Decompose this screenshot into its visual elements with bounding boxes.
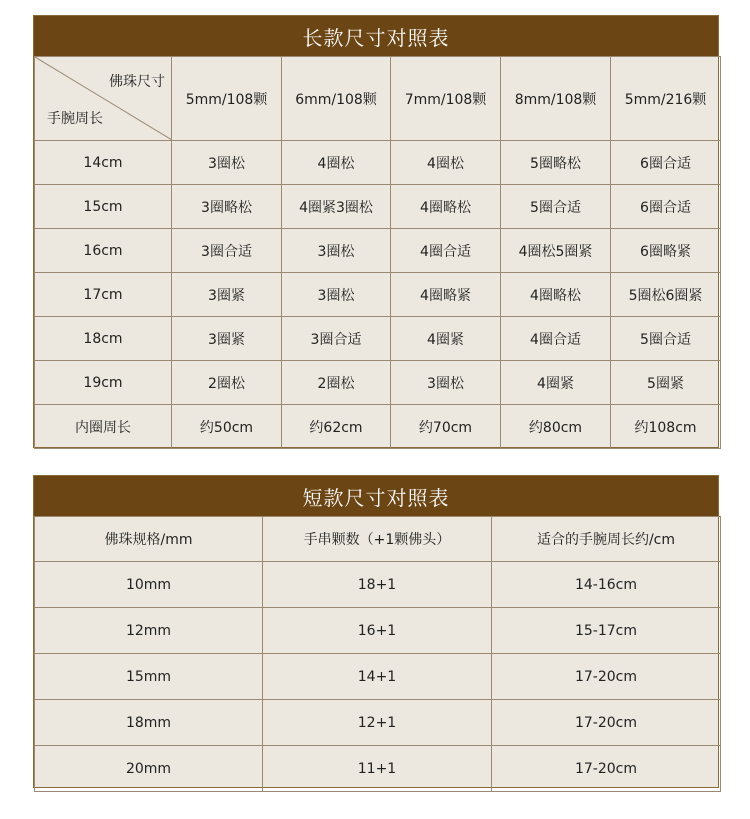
- table-cell: 5圈松6圈紧: [611, 273, 721, 317]
- table-cell: 3圈松: [172, 141, 282, 185]
- row-label: 18cm: [35, 317, 172, 361]
- table-cell: 11+1: [263, 746, 492, 792]
- table-cell: 4圈紧: [501, 361, 611, 405]
- table-cell: 4圈松: [282, 141, 391, 185]
- table-cell: 12+1: [263, 700, 492, 746]
- table-cell: 15mm: [35, 654, 263, 700]
- short-size-table: [34, 516, 721, 792]
- table-cell: 4圈合适: [391, 229, 501, 273]
- table-cell: 3圈紧: [172, 273, 282, 317]
- table-cell: 4圈松: [391, 141, 501, 185]
- table-cell: 12mm: [35, 608, 263, 654]
- table-row: [35, 361, 721, 405]
- table-row: [35, 746, 721, 792]
- column-header: 佛珠规格/mm: [35, 517, 263, 562]
- wrist-size-label: 手腕周长: [47, 111, 103, 127]
- table-cell: 18+1: [263, 562, 492, 608]
- column-header: 8mm/108颗: [501, 57, 611, 141]
- table-cell: 14+1: [263, 654, 492, 700]
- table-cell: 4圈紧: [391, 317, 501, 361]
- table-row: [35, 700, 721, 746]
- table-cell: 17-20cm: [492, 700, 721, 746]
- table-row: [35, 654, 721, 700]
- table-cell: 5圈合适: [501, 185, 611, 229]
- table-cell: 2圈松: [172, 361, 282, 405]
- table-row: [35, 317, 721, 361]
- column-header: 适合的手腕周长约/cm: [492, 517, 721, 562]
- table-cell: 6圈略紧: [611, 229, 721, 273]
- table-cell: 5圈略松: [501, 141, 611, 185]
- table-cell: 3圈松: [282, 273, 391, 317]
- table-cell: 约108cm: [611, 405, 721, 449]
- table-cell: 3圈合适: [172, 229, 282, 273]
- table-cell: 3圈合适: [282, 317, 391, 361]
- table-cell: 3圈略松: [172, 185, 282, 229]
- table-cell: 14-16cm: [492, 562, 721, 608]
- table-row: [35, 141, 721, 185]
- long-chart-title: 长款尺寸对照表: [34, 16, 718, 56]
- column-header: 6mm/108颗: [282, 57, 391, 141]
- table-cell: 4圈合适: [501, 317, 611, 361]
- row-label: 内圈周长: [35, 405, 172, 449]
- table-cell: 4圈紧3圈松: [282, 185, 391, 229]
- table-cell: 6圈合适: [611, 141, 721, 185]
- table-cell: 16+1: [263, 608, 492, 654]
- table-cell: 20mm: [35, 746, 263, 792]
- bead-size-label: 佛珠尺寸: [109, 74, 165, 90]
- column-header: 手串颗数（+1颗佛头）: [263, 517, 492, 562]
- table-cell: 5圈合适: [611, 317, 721, 361]
- long-size-chart: [33, 15, 719, 448]
- table-row: [35, 562, 721, 608]
- table-row: [35, 229, 721, 273]
- table-cell: 17-20cm: [492, 746, 721, 792]
- short-chart-title: 短款尺寸对照表: [34, 476, 718, 516]
- column-header: 7mm/108颗: [391, 57, 501, 141]
- table-cell: 18mm: [35, 700, 263, 746]
- table-cell: 约50cm: [172, 405, 282, 449]
- table-cell: 3圈松: [391, 361, 501, 405]
- row-label: 15cm: [35, 185, 172, 229]
- table-cell: 6圈合适: [611, 185, 721, 229]
- table-row: [35, 273, 721, 317]
- column-header: 5mm/216颗: [611, 57, 721, 141]
- table-cell: 3圈紧: [172, 317, 282, 361]
- long-size-table: [34, 56, 721, 449]
- short-size-chart: [33, 475, 719, 788]
- table-cell: 3圈松: [282, 229, 391, 273]
- table-row: [35, 405, 721, 449]
- table-cell: 4圈略松: [391, 185, 501, 229]
- column-header: 5mm/108颗: [172, 57, 282, 141]
- table-cell: 5圈紧: [611, 361, 721, 405]
- table-cell: 约80cm: [501, 405, 611, 449]
- table-cell: 约62cm: [282, 405, 391, 449]
- row-label: 17cm: [35, 273, 172, 317]
- table-cell: 4圈略松: [501, 273, 611, 317]
- table-cell: 10mm: [35, 562, 263, 608]
- row-label: 16cm: [35, 229, 172, 273]
- table-header-row: [35, 57, 721, 141]
- table-cell: 2圈松: [282, 361, 391, 405]
- table-row: [35, 608, 721, 654]
- table-cell: 4圈松5圈紧: [501, 229, 611, 273]
- row-label: 14cm: [35, 141, 172, 185]
- table-cell: 4圈略紧: [391, 273, 501, 317]
- table-row: [35, 185, 721, 229]
- table-cell: 17-20cm: [492, 654, 721, 700]
- table-header-row: [35, 517, 721, 562]
- table-cell: 15-17cm: [492, 608, 721, 654]
- table-cell: 约70cm: [391, 405, 501, 449]
- corner-header-cell: [35, 57, 172, 141]
- row-label: 19cm: [35, 361, 172, 405]
